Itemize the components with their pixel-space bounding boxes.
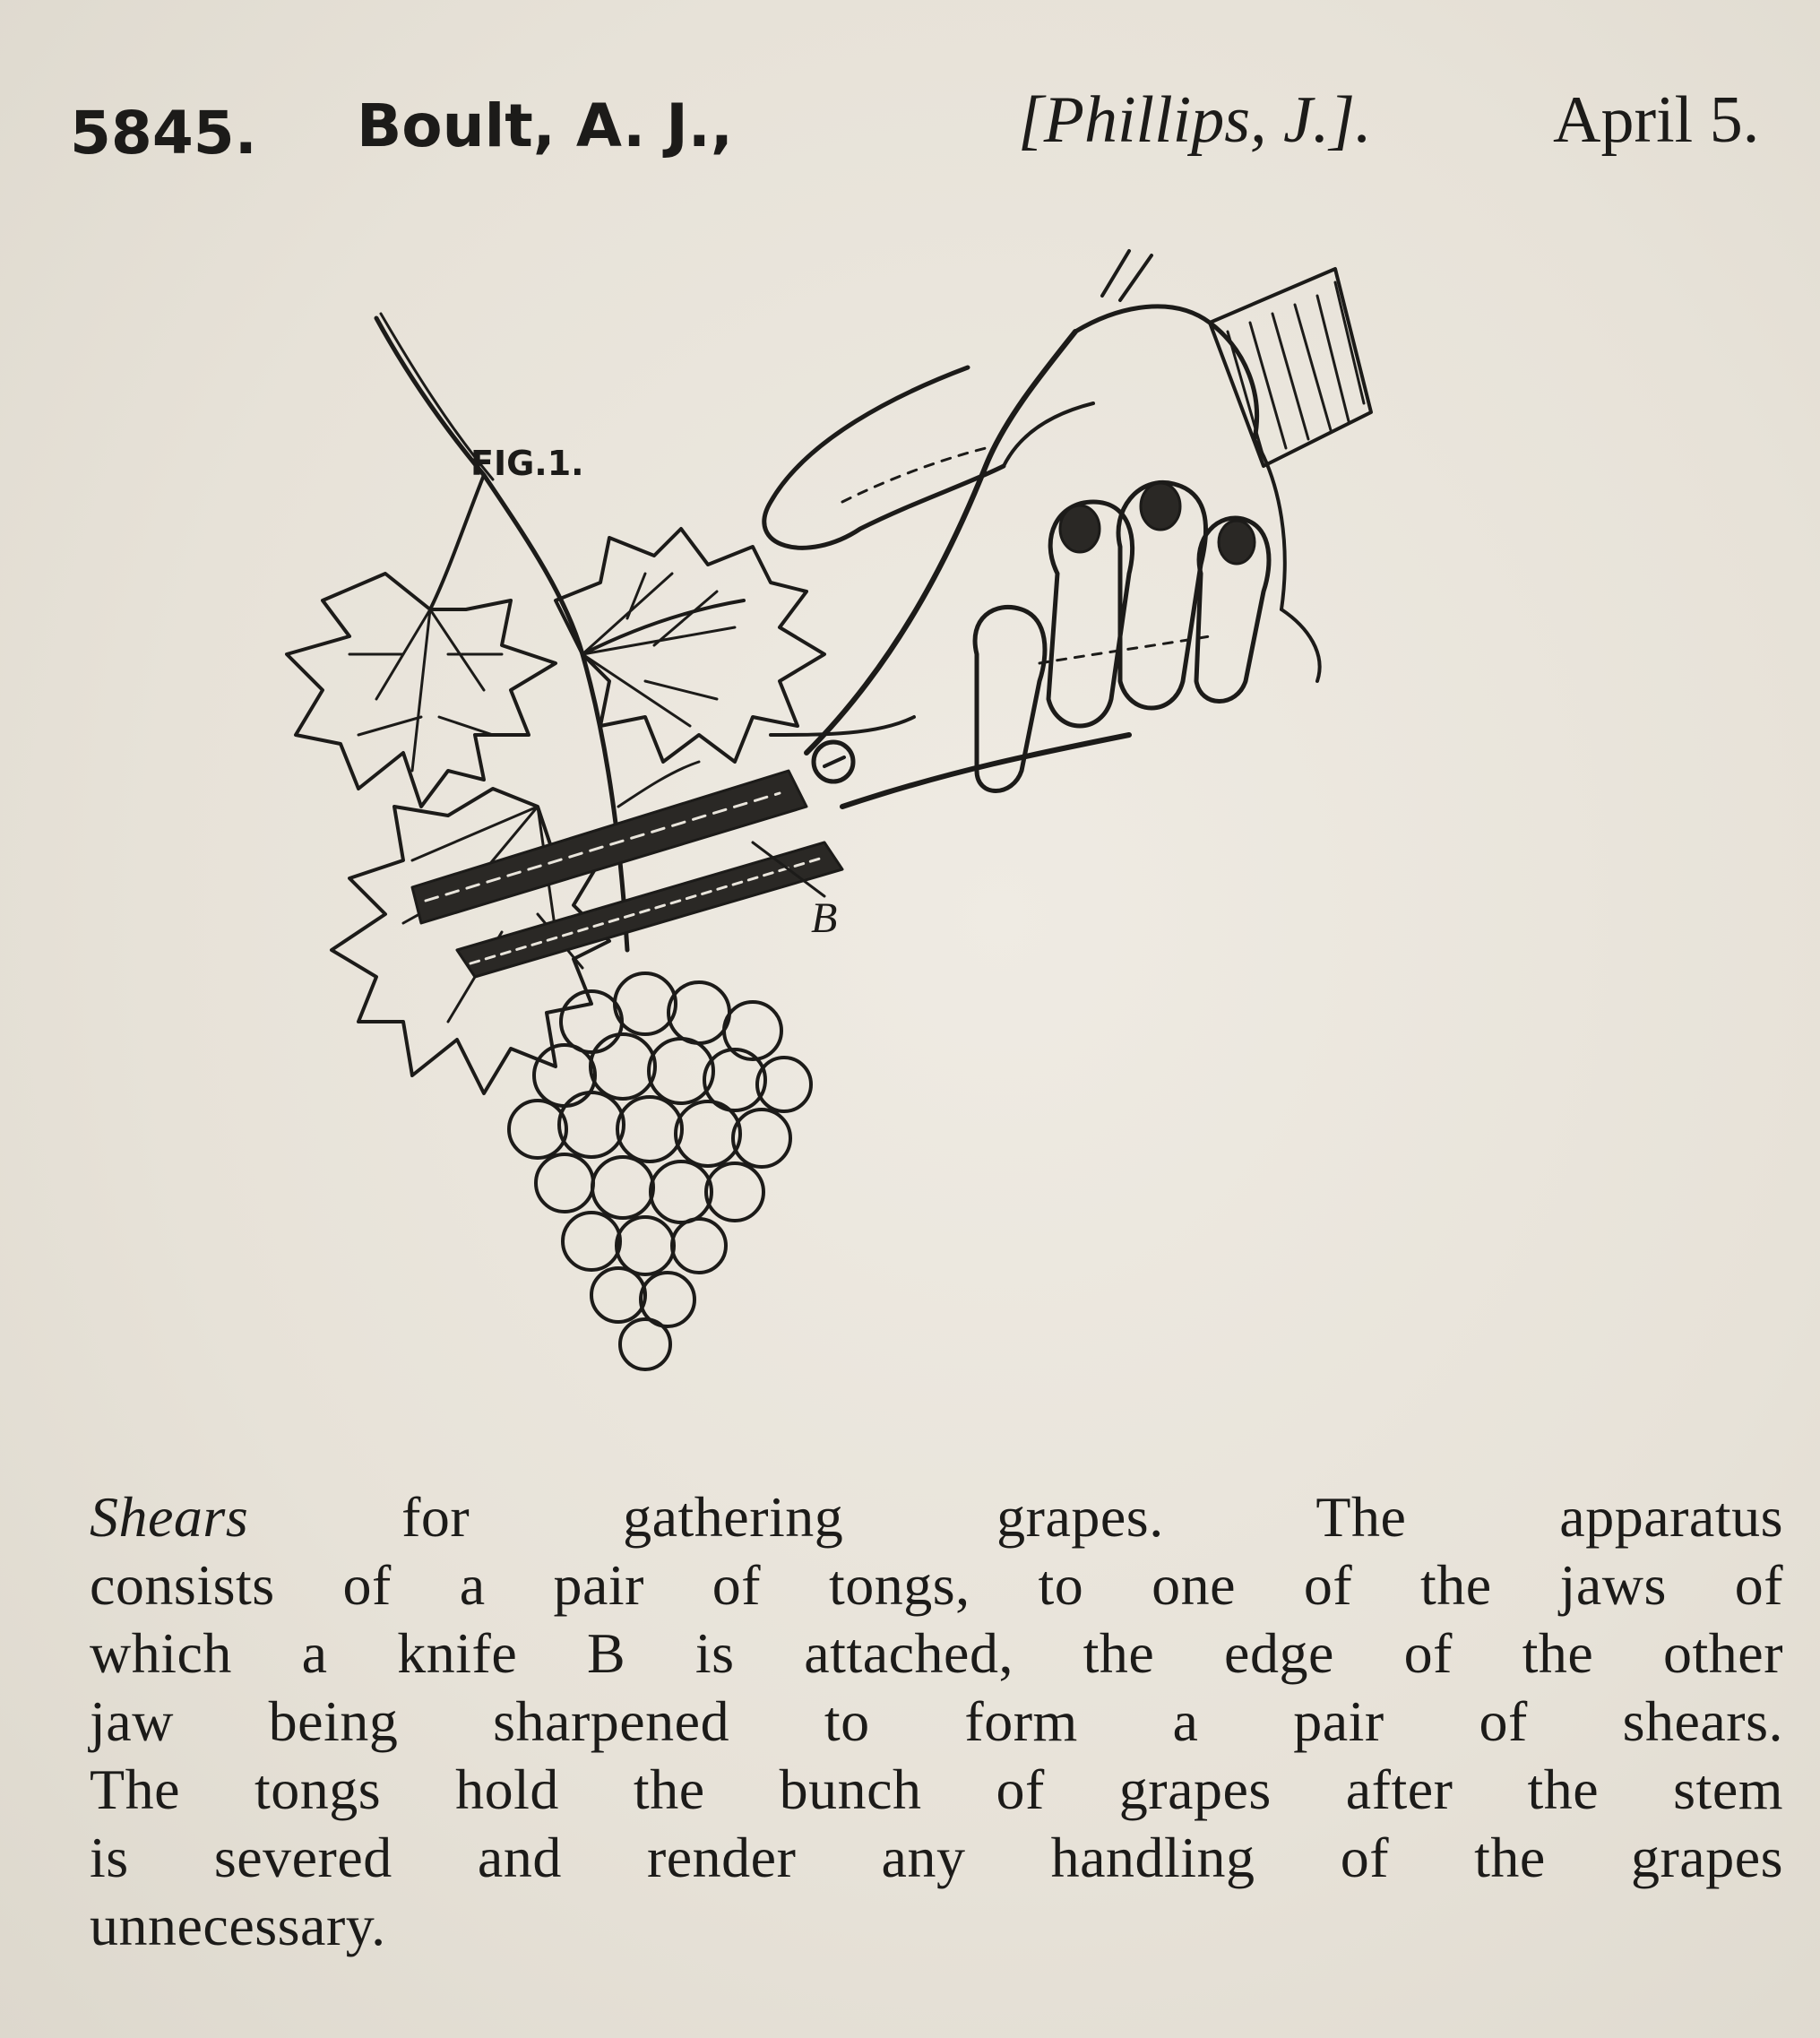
description-line-6: is severed and render any handling of the grapes (90, 1826, 1783, 1889)
grape-shears-illustration (269, 233, 1559, 1398)
hand-drawing (764, 251, 1371, 791)
description-text (90, 1483, 1783, 1960)
description-line-1 (90, 1483, 1783, 1551)
applicant-name: Boult, A. J., (357, 91, 733, 160)
part-b-label: B (811, 894, 838, 942)
shears-drawing (412, 332, 1129, 977)
entry-number: 5845. (70, 99, 257, 168)
upper-left-leaf (287, 574, 556, 807)
entry-header (70, 82, 1773, 181)
entry-date: April 5. (1553, 83, 1760, 157)
assignee-name: [Phillips, J.]. (1018, 83, 1372, 157)
description-line-7: unnecessary. (90, 1894, 386, 1957)
description-line-3: which a knife B is attached, the edge of the other (90, 1621, 1783, 1685)
description-line-5: The tongs hold the bunch of grapes after the stem (90, 1757, 1783, 1821)
first-line-rest: for gathering grapes. The apparatus (401, 1485, 1783, 1549)
upper-middle-leaf (556, 529, 824, 762)
grape-bunch (509, 973, 811, 1369)
figure-label: FIG.1. (470, 444, 584, 483)
description-line-2: consists of a pair of tongs, to one of the jaws of (90, 1553, 1783, 1617)
description-line-4: jaw being sharpened to form a pair of shears. (90, 1689, 1783, 1753)
lead-word: Shears (90, 1485, 249, 1549)
